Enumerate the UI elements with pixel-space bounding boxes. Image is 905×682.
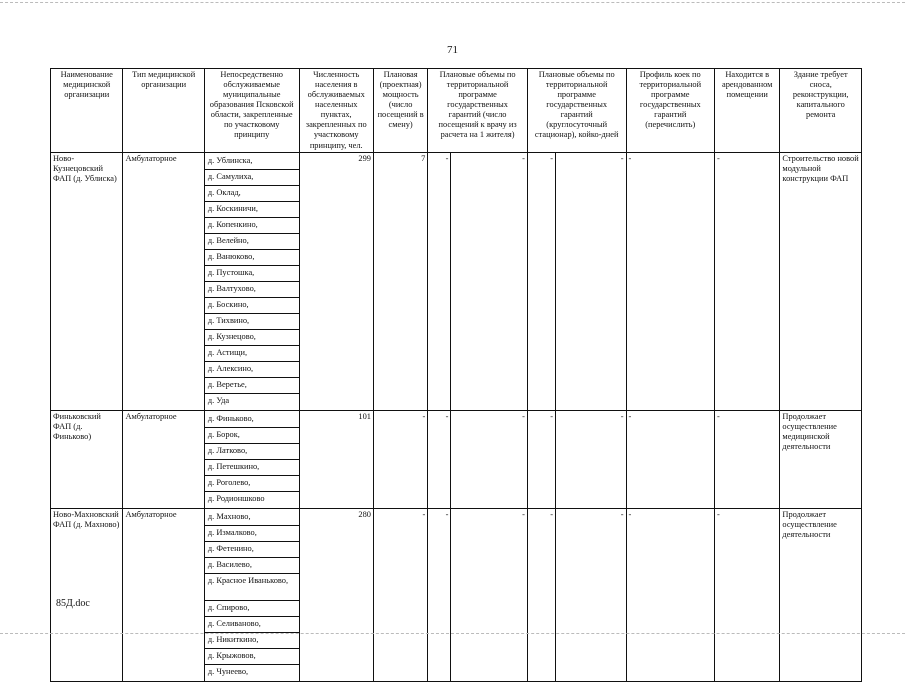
- visits-cell-b: -: [451, 411, 527, 509]
- village-item: д. Финьково,: [205, 412, 299, 428]
- population-value: 299: [299, 153, 373, 411]
- building-status: Продолжает осуществление медицинской деятельности: [780, 411, 862, 509]
- beds-cell-a: -: [527, 509, 555, 682]
- facility-type: Амбулаторное: [123, 411, 204, 509]
- village-item: д. Борок,: [205, 428, 299, 444]
- page-number: 71: [447, 44, 458, 56]
- scan-edge-top: [0, 2, 905, 3]
- header-capacity: Плановая (проектная) мощность (число посещений в смену): [373, 69, 427, 153]
- header-row: [51, 69, 862, 153]
- visits-cell-b: -: [451, 153, 527, 411]
- village-item: д. Спирово,: [205, 601, 299, 617]
- building-status: Продолжает осуществление деятельности: [780, 509, 862, 682]
- village-item: д. Самулиха,: [205, 170, 299, 186]
- table-row: [51, 153, 862, 411]
- village-item: д. Ублинска,: [205, 154, 299, 170]
- header-type: Тип медицинской организации: [123, 69, 204, 153]
- village-item: д. Никиткино,: [205, 633, 299, 649]
- header-name: Наименование медицинской организации: [51, 69, 123, 153]
- facility-name: Ново-Махновский ФАП (д. Махново): [51, 509, 123, 682]
- village-item: д. Измалково,: [205, 526, 299, 542]
- header-bed-profile: Профиль коек по территориальной программе государственных гарантий (перечислить): [626, 69, 715, 153]
- population-value: 101: [299, 411, 373, 509]
- village-item: д. Красное Иваньково,: [205, 574, 299, 601]
- visits-cell-b: -: [451, 509, 527, 682]
- village-list: [204, 411, 299, 509]
- header-building: Здание требует сноса, реконструкции, капитального ремонта: [780, 69, 862, 153]
- village-item: д. Уда: [207, 396, 230, 405]
- village-item: д. Селиваново,: [205, 617, 299, 633]
- visits-cell-a: -: [428, 509, 451, 682]
- village-item: д. Ванюково,: [205, 250, 299, 266]
- village-list: [204, 153, 299, 411]
- village-item: д. Алексино,: [205, 362, 299, 378]
- village-item: д. Астищи,: [205, 346, 299, 362]
- visits-cell-a: -: [428, 153, 451, 411]
- beds-cell-b: -: [556, 411, 626, 509]
- header-population: Численность населения в обслуживаемых населенных пунктах, закрепленных по участковому принципу, чел.: [299, 69, 373, 153]
- bed-profile-value: -: [626, 153, 715, 411]
- village-item: д. Родионшково: [207, 494, 265, 503]
- scan-edge-bottom: [0, 633, 905, 634]
- beds-cell-a: -: [527, 153, 555, 411]
- village-item: д. Фетенино,: [205, 542, 299, 558]
- village-item: д. Василево,: [205, 558, 299, 574]
- village-item: д. Велейно,: [205, 234, 299, 250]
- village-item: д. Копенкино,: [205, 218, 299, 234]
- population-value: 280: [299, 509, 373, 682]
- header-beds: Плановые объемы по территориальной программе государственных гарантий (круглосуточный стационар), койко-дней: [527, 69, 626, 153]
- table-row: [51, 509, 862, 682]
- village-item: д. Пустошка,: [205, 266, 299, 282]
- beds-cell-b: -: [556, 153, 626, 411]
- facility-name: Ново-Кузнецовский ФАП (д. Ублиска): [51, 153, 123, 411]
- village-item: д. Тихвино,: [205, 314, 299, 330]
- rented-value: -: [715, 509, 780, 682]
- village-item: д. Чунеево,: [207, 667, 249, 676]
- village-item: д. Коскиничи,: [205, 202, 299, 218]
- capacity-value: -: [373, 509, 427, 682]
- facilities-table: [50, 68, 862, 682]
- rented-value: -: [715, 153, 780, 411]
- table-row: [51, 411, 862, 509]
- village-item: д. Боскино,: [205, 298, 299, 314]
- facility-type: Амбулаторное: [123, 509, 204, 682]
- visits-cell-a: -: [428, 411, 451, 509]
- bed-profile-value: -: [626, 509, 715, 682]
- village-item: д. Оклад,: [205, 186, 299, 202]
- village-item: д. Кузнецово,: [205, 330, 299, 346]
- rented-value: -: [715, 411, 780, 509]
- beds-cell-b: -: [556, 509, 626, 682]
- building-status: Строительство новой модульной конструкции ФАП: [780, 153, 862, 411]
- village-item: д. Латково,: [205, 444, 299, 460]
- village-item: д. Валтухово,: [205, 282, 299, 298]
- capacity-value: 7: [373, 153, 427, 411]
- village-item: д. Крыжовов,: [205, 649, 299, 665]
- bed-profile-value: -: [626, 411, 715, 509]
- file-name-footer: 85Д.doc: [56, 598, 90, 609]
- header-visits: Плановые объемы по территориальной программе государственных гарантий (число посещений к врачу из расчета на 1 жителя): [428, 69, 528, 153]
- facility-type: Амбулаторное: [123, 153, 204, 411]
- village-item: д. Махново,: [205, 510, 299, 526]
- header-municipalities: Непосредственно обслуживаемые муниципальные образования Псковской области, закрепленные по участковому принципу: [204, 69, 299, 153]
- facility-name: Финьковский ФАП (д. Финьково): [51, 411, 123, 509]
- header-rented: Находится в арендованном помещении: [715, 69, 780, 153]
- village-list: [204, 509, 299, 682]
- beds-cell-a: -: [527, 411, 555, 509]
- village-item: д. Петешкино,: [205, 460, 299, 476]
- capacity-value: -: [373, 411, 427, 509]
- village-item: д. Роголево,: [205, 476, 299, 492]
- village-item: д. Веретье,: [205, 378, 299, 394]
